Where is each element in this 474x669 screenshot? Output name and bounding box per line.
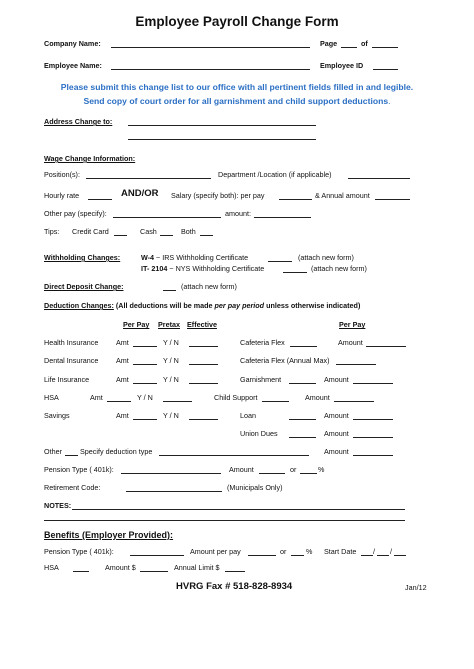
both-label: Both	[181, 227, 196, 236]
direct-deposit-field[interactable]	[163, 290, 176, 291]
garnishment-field[interactable]	[289, 383, 316, 384]
withholding-heading: Withholding Changes:	[44, 253, 121, 262]
it2104-code: IT- 2104	[141, 264, 168, 273]
it2104-field[interactable]	[283, 272, 307, 273]
retirement-code-field[interactable]	[126, 491, 222, 492]
benefits-hsa-label: HSA	[44, 563, 59, 572]
company-name-field[interactable]	[111, 47, 310, 48]
garnishment-amount-label: Amount	[324, 375, 349, 384]
form-title: Employee Payroll Change Form	[135, 14, 339, 29]
pension-amount-label: Amount	[229, 465, 254, 474]
notice-line-2-period: .	[388, 96, 391, 106]
benefits-hsa-field[interactable]	[73, 571, 89, 572]
other-pay-field[interactable]	[113, 217, 221, 218]
savings-pretax-yn[interactable]: Y / N	[163, 411, 179, 420]
benefits-or-label: or	[280, 547, 287, 556]
hsa-effective-field[interactable]	[163, 401, 192, 402]
dental-amt-label: Amt	[116, 356, 129, 365]
union-dues-amount-label: Amount	[324, 429, 349, 438]
notice-line-1: Please submit this change list to our office with all pertinent fields filled in and legible.	[60, 82, 414, 92]
dental-effective-field[interactable]	[189, 364, 218, 365]
address-field-1[interactable]	[128, 125, 316, 126]
cash-field[interactable]	[160, 235, 173, 236]
amount-per-pay-field[interactable]	[248, 555, 276, 556]
hourly-rate-field[interactable]	[88, 199, 112, 200]
deduction-heading: Deduction Changes:	[44, 301, 114, 310]
notes-field-1[interactable]	[72, 509, 405, 510]
life-insurance-label: Life Insurance	[44, 375, 90, 384]
child-support-amount-field[interactable]	[334, 401, 374, 402]
start-date-day-field[interactable]	[377, 555, 389, 556]
deduction-note-c: unless otherwise indicated)	[264, 301, 361, 310]
garnishment-amount-field[interactable]	[353, 383, 393, 384]
garnishment-label: Garnishment	[240, 375, 282, 384]
other-deduction-label: Other	[44, 447, 62, 456]
cafeteria-flex-max-label: Cafeteria Flex (Annual Max)	[240, 356, 330, 365]
annual-amount-label: & Annual amount	[315, 191, 370, 200]
it2104-description: ~ NYS Withholding Certificate	[169, 264, 265, 273]
w4-field[interactable]	[268, 261, 292, 262]
of-label: of	[361, 39, 368, 48]
union-dues-field[interactable]	[289, 437, 316, 438]
notes-field-2[interactable]	[44, 520, 405, 521]
fax-number: HVRG Fax # 518-828-8934	[176, 581, 293, 592]
start-date-slash-1: /	[373, 547, 375, 556]
dental-pretax-yn[interactable]: Y / N	[163, 356, 179, 365]
life-amt-field[interactable]	[133, 383, 157, 384]
hsa-amt-field[interactable]	[107, 401, 131, 402]
benefits-pension-label: Pension Type ( 401k):	[44, 547, 114, 556]
deduction-heading-row	[44, 302, 360, 309]
other-amount-field[interactable]	[353, 455, 393, 456]
employee-id-field[interactable]	[373, 69, 398, 70]
health-pretax-yn[interactable]: Y / N	[163, 338, 179, 347]
life-effective-field[interactable]	[189, 383, 218, 384]
department-field[interactable]	[348, 178, 410, 179]
loan-amount-field[interactable]	[353, 419, 393, 420]
address-change-label: Address Change to:	[44, 117, 113, 126]
direct-deposit-attach-note: (attach new form)	[181, 282, 237, 291]
child-support-amount-label: Amount	[305, 393, 330, 402]
col-per-pay: Per Pay	[123, 320, 150, 329]
health-insurance-label: Health Insurance	[44, 338, 99, 347]
salary-label: Salary (specify both): per pay	[171, 191, 265, 200]
savings-amt-label: Amt	[116, 411, 129, 420]
address-field-2[interactable]	[128, 139, 316, 140]
child-support-label: Child Support	[214, 393, 258, 402]
both-field[interactable]	[200, 235, 213, 236]
col-pretax: Pretax	[158, 320, 180, 329]
annual-amount-field[interactable]	[375, 199, 410, 200]
pension-amount-field[interactable]	[259, 473, 285, 474]
dental-amt-field[interactable]	[133, 364, 157, 365]
benefits-percent-sign: %	[306, 547, 313, 556]
employee-name-field[interactable]	[111, 69, 310, 70]
col-effective: Effective	[187, 320, 217, 329]
life-amt-label: Amt	[116, 375, 129, 384]
benefits-heading: Benefits (Employer Provided):	[44, 530, 174, 540]
deduction-note-b: per pay period	[214, 301, 265, 310]
start-date-month-field[interactable]	[361, 555, 373, 556]
deduction-note-a: (All deductions will be made	[115, 301, 215, 310]
form-revision: Jan/12	[405, 583, 427, 592]
w4-code: W-4	[141, 253, 155, 262]
cash-label: Cash	[140, 227, 157, 236]
cafeteria-flex-max-field[interactable]	[336, 364, 376, 365]
annual-limit-label: Annual Limit $	[174, 563, 220, 572]
hourly-rate-label: Hourly rate	[44, 191, 80, 200]
salary-per-pay-field[interactable]	[279, 199, 312, 200]
w4-attach-note: (attach new form)	[298, 253, 354, 262]
specify-deduction-field[interactable]	[159, 455, 309, 456]
page-number-field[interactable]	[341, 47, 357, 48]
cafeteria-flex-label: Cafeteria Flex	[240, 338, 285, 347]
employee-name-label: Employee Name:	[44, 61, 102, 70]
life-pretax-yn[interactable]: Y / N	[163, 375, 179, 384]
savings-amt-field[interactable]	[133, 419, 157, 420]
savings-effective-field[interactable]	[189, 419, 218, 420]
department-label: Department /Location (if applicable)	[218, 170, 332, 179]
pension-percent-field[interactable]	[300, 473, 317, 474]
retirement-code-label: Retirement Code:	[44, 483, 101, 492]
specify-deduction-label: Specify deduction type	[80, 447, 153, 456]
employee-id-label: Employee ID	[320, 61, 364, 70]
pension-percent-sign: %	[318, 465, 325, 474]
page-total-field[interactable]	[372, 47, 398, 48]
start-date-slash-2: /	[390, 547, 392, 556]
annual-limit-field[interactable]	[225, 571, 245, 572]
savings-label: Savings	[44, 411, 70, 420]
notice-line-2-text: Send copy of court order for all garnishment and child support deductions	[83, 96, 389, 106]
company-name-label: Company Name:	[44, 39, 101, 48]
positions-field[interactable]	[86, 178, 211, 179]
other-pay-label: Other pay (specify):	[44, 209, 107, 218]
start-date-year-field[interactable]	[394, 555, 406, 556]
loan-amount-label: Amount	[324, 411, 349, 420]
other-amount-label: Amount	[324, 447, 349, 456]
pension-type-field[interactable]	[121, 473, 221, 474]
municipals-only-note: (Municipals Only)	[227, 483, 283, 492]
other-pay-amount-field[interactable]	[254, 217, 311, 218]
wage-change-heading: Wage Change Information:	[44, 154, 136, 163]
health-effective-field[interactable]	[189, 346, 218, 347]
start-date-label: Start Date	[324, 547, 357, 556]
union-dues-amount-field[interactable]	[353, 437, 393, 438]
notice-line-2	[0, 97, 474, 106]
benefits-percent-field[interactable]	[291, 555, 304, 556]
health-amt-field[interactable]	[133, 346, 157, 347]
it2104-attach-note: (attach new form)	[311, 264, 367, 273]
w4-description: ~ IRS Withholding Certificate	[156, 253, 249, 262]
other-pay-amount-label: amount:	[225, 209, 251, 218]
loan-label: Loan	[240, 411, 256, 420]
pension-type-label: Pension Type ( 401k):	[44, 465, 114, 474]
amount-per-pay-label: Amount per pay	[190, 547, 241, 556]
health-amt-label: Amt	[116, 338, 129, 347]
benefits-hsa-amount-field[interactable]	[140, 571, 168, 572]
cafeteria-flex-field[interactable]	[290, 346, 317, 347]
hsa-pretax-yn[interactable]: Y / N	[137, 393, 153, 402]
benefits-hsa-amount-label: Amount $	[105, 563, 136, 572]
hsa-deduction-label: HSA	[44, 393, 59, 402]
hsa-amt-label: Amt	[90, 393, 103, 402]
cafeteria-flex-amount-field[interactable]	[366, 346, 406, 347]
tips-label: Tips:	[44, 227, 60, 236]
and-or-label: AND/OR	[121, 188, 159, 199]
cafeteria-flex-amount-label: Amount	[338, 338, 363, 347]
positions-label: Position(s):	[44, 170, 80, 179]
credit-card-field[interactable]	[114, 235, 127, 236]
other-deduction-field[interactable]	[65, 455, 78, 456]
col-per-pay-right: Per Pay	[339, 320, 366, 329]
loan-field[interactable]	[289, 419, 316, 420]
pension-or-label: or	[290, 465, 297, 474]
direct-deposit-label: Direct Deposit Change:	[44, 282, 124, 291]
union-dues-label: Union Dues	[240, 429, 278, 438]
child-support-field[interactable]	[262, 401, 289, 402]
benefits-pension-field[interactable]	[130, 555, 184, 556]
dental-insurance-label: Dental Insurance	[44, 356, 99, 365]
page-label: Page	[320, 39, 338, 48]
credit-card-label: Credit Card	[72, 227, 109, 236]
notes-label: NOTES:	[44, 501, 72, 510]
